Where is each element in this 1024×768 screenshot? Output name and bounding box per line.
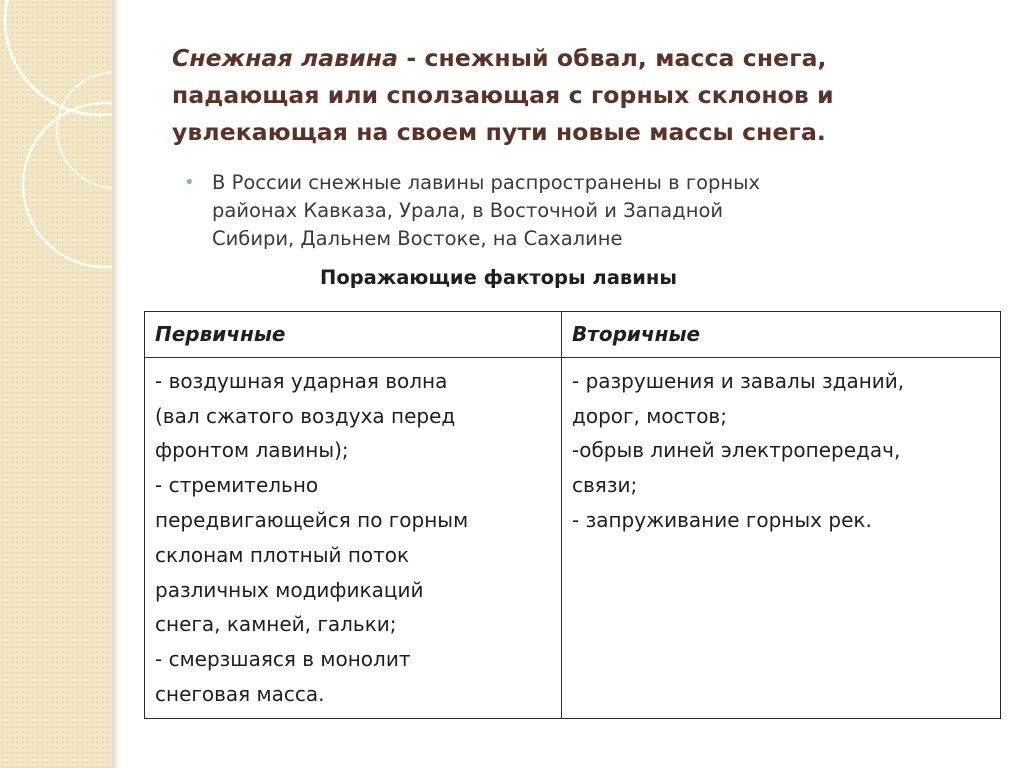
table-row — [145, 357, 1001, 718]
primary-line: снеговая масса. — [155, 681, 325, 706]
primary-line: склонам плотный поток — [155, 542, 410, 567]
table-caption: Поражающие факторы лавины — [320, 266, 677, 289]
bullet-line: Сибири, Дальнем Востоке, на Сахалине — [212, 227, 623, 250]
title-line: падающая или сползающая с горных склонов и — [172, 81, 834, 109]
header-primary: Первичные — [145, 312, 562, 358]
primary-line: различных модификаций — [155, 577, 424, 602]
factors-table — [144, 311, 1001, 719]
primary-line: снега, камней, гальки; — [155, 612, 397, 637]
bullet-item — [184, 169, 884, 253]
primary-line: (вал сжатого воздуха перед — [155, 403, 456, 428]
primary-factors-cell — [145, 357, 562, 718]
secondary-line: - запруживание горных рек. — [572, 507, 872, 532]
header-secondary: Вторичные — [562, 312, 1001, 358]
title-term: Снежная лавина — [172, 44, 399, 72]
primary-line: передвигающейся по горным — [155, 507, 469, 532]
table-header-row — [145, 312, 1001, 358]
title-line: - снежный обвал, масса снега, — [398, 44, 827, 72]
bullet-marker-icon: • — [184, 172, 195, 193]
secondary-line: - разрушения и завалы зданий, — [572, 368, 905, 393]
primary-line: - стремительно — [155, 473, 319, 498]
primary-line: - смерзшаяся в монолит — [155, 647, 411, 672]
decorative-side-panel — [0, 0, 112, 768]
secondary-line: дорог, мостов; — [572, 403, 727, 428]
bullet-line: районах Кавказа, Урала, в Восточной и Западной — [212, 199, 724, 222]
decorative-rings — [0, 0, 112, 768]
bullet-text — [212, 169, 884, 253]
primary-line: - воздушная ударная волна — [155, 368, 448, 393]
secondary-line: -обрыв линей электропередач, — [572, 438, 901, 463]
secondary-factors-cell — [562, 357, 1001, 718]
secondary-line: связи; — [572, 473, 638, 498]
primary-line: фронтом лавины); — [155, 438, 349, 463]
slide-title — [172, 40, 872, 151]
panel-shadow — [112, 0, 120, 768]
title-line: увлекающая на своем пути новые массы снега. — [172, 118, 826, 146]
bullet-line: В России снежные лавины распространены в горных — [212, 171, 761, 194]
